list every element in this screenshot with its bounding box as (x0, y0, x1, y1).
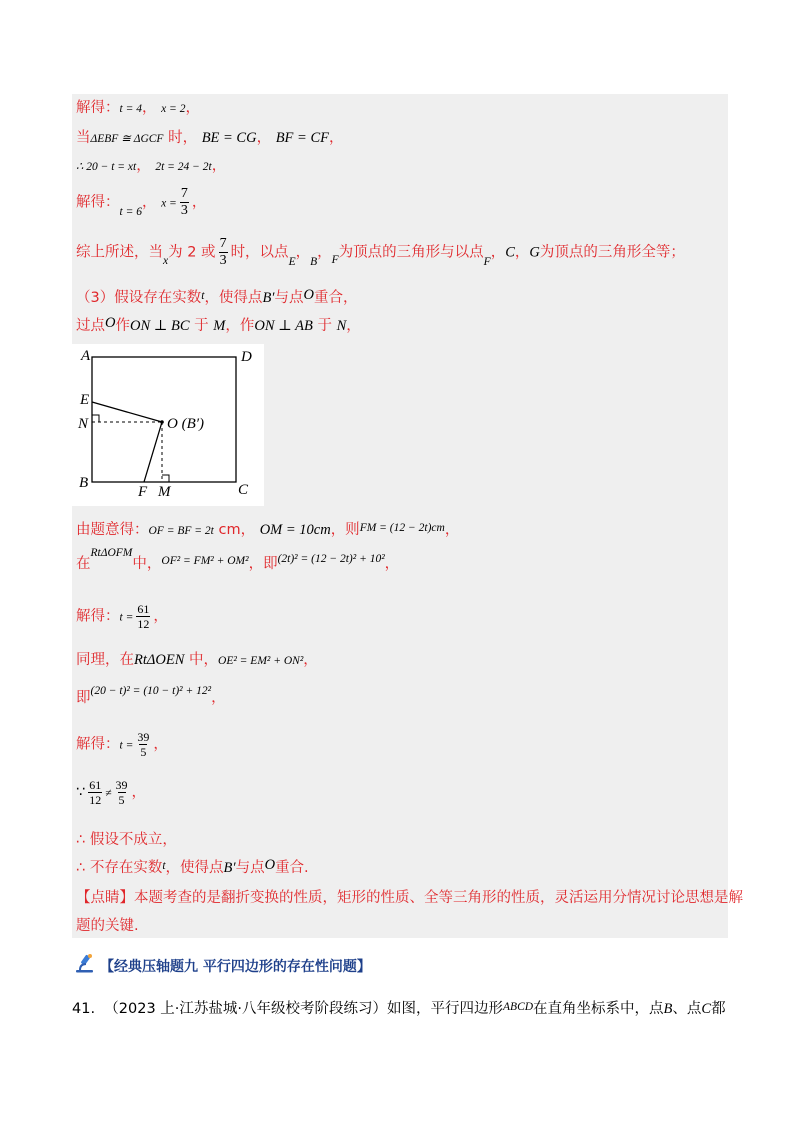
solution-line-2: 当ΔEBF ≅ ΔGCF 时， BE = CG， BF = CF， (76, 130, 344, 146)
solution-panel (72, 94, 728, 938)
solution-line-14: ∵ $\frac{61}{12}$ ≠ $\frac{39}{5}$ ， (76, 778, 147, 807)
label-f: F (138, 484, 148, 500)
solution-line-5: 综上所述，当$_x$为 2 或 $\frac{7}{3}$ 时，以点$_E$，$_B$，$_F$为顶点的三角形与以点$_F$，C，G为顶点的三角形全等； (76, 236, 685, 268)
solution-line-6: （3）假设存在实数$^t$，使得点B′与点O重合， (76, 287, 358, 306)
label-b: B (79, 475, 89, 491)
solution-line-3: ∴ 20 − t = xt， 2t = 24 − 2t， (76, 158, 227, 174)
label-e: E (80, 392, 90, 408)
section-heading: 【经典压轴题九 平行四边形的存在性问题】 (100, 959, 371, 975)
solution-line-12: 即$^{(20 - t)^2 = (10 - t)^2 + 12^2}$， (76, 685, 226, 706)
solution-line-1: 解得：t = 4， x = 2， (76, 100, 200, 116)
microscope-icon (74, 952, 96, 974)
label-c: C (238, 482, 249, 498)
label-o-b-prime: O (B′) (167, 416, 205, 432)
solution-line-13: 解得：t = $\frac{39}{5}$ ， (76, 730, 168, 759)
label-m: M (158, 484, 171, 500)
label-d: D (241, 349, 252, 365)
solution-line-8: 由题意得：OF = BF = 2t cm， OM = 10cm，则$^{FM = (12 - 2t)cm}$， (76, 522, 460, 538)
remark-line-2: 题的关键. (76, 918, 139, 934)
solution-line-10: 解得：t = $\frac{61}{12}$ ， (76, 602, 168, 631)
solution-line-9: 在$^{Rt\Delta OFM}$中，$^{OF^2 = FM^2 + OM^2}$，即$^{(2t)^2 = (12 - 2t)^2 + 10^2}$， (76, 547, 400, 572)
solution-line-16: ∴ 不存在实数$^t$，使得点B′与点O重合. (76, 857, 309, 876)
point-o (160, 420, 164, 424)
label-n: N (78, 416, 89, 432)
rectangle-fold-figure (72, 344, 264, 506)
remark-line-1: 【点睛】本题考查的是翻折变换的性质，矩形的性质、全等三角形的性质，灵活运用分情况讨论思想是解 (76, 890, 743, 906)
solution-line-15: ∴ 假设不成立， (76, 832, 177, 848)
solution-line-4: 解得：$_{t = 6}$， x = $\frac{7}{3}$ ， (76, 186, 207, 218)
question-41: 41. （2023 上·江苏盐城·八年级校考阶段练习）如图，平行四边形$^{ABCD}$在直角坐标系中，点B、点C都 (72, 1001, 726, 1017)
label-a: A (81, 348, 91, 364)
solution-line-7: 过点O作ON ⊥ BC 于 M，作ON ⊥ AB 于 N， (76, 315, 361, 334)
solution-line-11: 同理，在RtΔOEN 中，OE² = EM² + ON²， (76, 652, 318, 668)
